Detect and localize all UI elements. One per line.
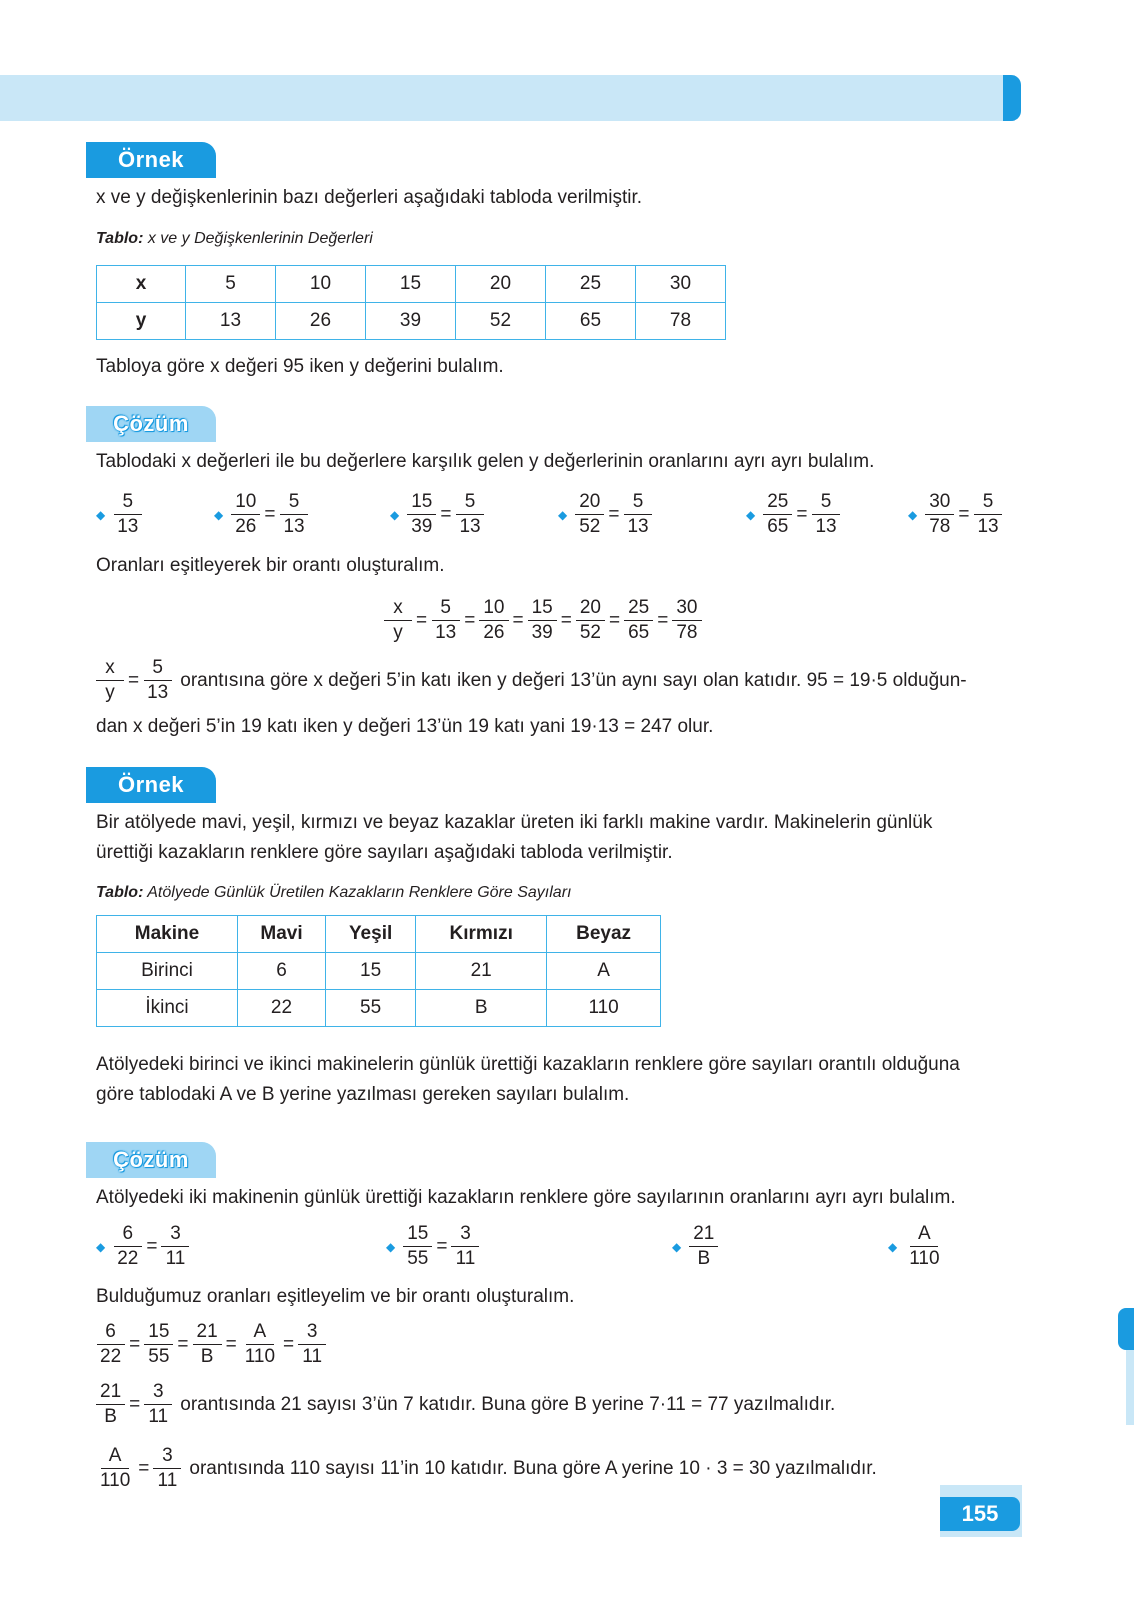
numerator: x [384,596,412,621]
denominator: 65 [628,622,650,643]
fraction [384,596,412,645]
denominator: B [697,1248,711,1269]
denominator: B [104,1406,117,1427]
equals-sign: = [177,1333,189,1355]
table-row [97,953,661,990]
equals-sign: = [436,1235,448,1257]
table-cell: 5 [186,266,276,303]
diamond-bullet-icon: ◆ [908,507,918,522]
fraction [455,490,484,539]
ratio-list [96,1222,1011,1274]
solution-badge: Çözüm [86,406,216,442]
table-cell: 25 [546,266,636,303]
table-cell: 21 [416,953,547,990]
header-band [0,75,1015,121]
solution-intro: Atölyedeki iki makinenin günlük ürettiği kazakların renklere göre sayılarının oranlarını ayrı ayrı bulalım. [96,1187,956,1208]
denominator: 22 [100,1346,122,1367]
fraction [925,490,954,539]
numerator: 15 [403,1222,432,1247]
page-number: 155 [940,1497,1020,1531]
fraction [528,596,557,645]
diamond-bullet-icon: ◆ [888,1239,898,1254]
numerator: A [910,1222,938,1247]
fraction [96,1380,125,1429]
denominator: 78 [676,622,698,643]
table-header: Yeşil [326,916,416,953]
equals-sign: = [440,503,452,525]
table-cell: B [416,990,547,1027]
denominator: 13 [147,682,169,703]
example-intro: Bir atölyede mavi, yeşil, kırmızı ve beyaz kazaklar üreten iki farklı makine vardır. Makinelerin günlük [96,812,933,833]
numerator: 5 [280,490,308,515]
caption-label: Tablo: [96,884,144,901]
fraction [623,490,652,539]
numerator: 5 [144,656,172,681]
equals-sign: = [609,609,621,631]
proportion-chain [384,596,702,645]
numerator: 3 [451,1222,479,1247]
fraction [144,1380,172,1429]
equals-sign: = [225,1333,237,1355]
table-header: Mavi [238,916,326,953]
ratio-item [96,1222,189,1271]
denominator: 39 [411,516,433,537]
fraction [672,596,701,645]
fraction [96,1320,125,1369]
fraction [113,490,142,539]
table-cell: 15 [366,266,456,303]
numerator: 30 [925,490,954,515]
example-question: Tabloya göre x değeri 95 iken y değerini bulalım. [96,356,504,377]
denominator: 52 [579,516,601,537]
table-cell: 26 [276,303,366,340]
table-cell: 110 [547,990,661,1027]
example-intro-cont: ürettiği kazakların renklere göre sayıları aşağıdaki tabloda verilmiştir. [96,842,673,863]
ratio-item [214,490,309,539]
equals-sign: = [958,503,970,525]
denominator: 11 [157,1470,178,1491]
fraction [763,490,792,539]
equals-sign: = [138,1457,150,1479]
equals-sign: = [129,1333,141,1355]
numerator: A [101,1444,129,1469]
numerator: 21 [96,1380,125,1405]
denominator: 39 [531,622,553,643]
numerator: 6 [97,1320,125,1345]
numerator: 3 [161,1222,189,1247]
table-cell: 39 [366,303,456,340]
denominator: B [200,1346,214,1367]
side-tab [1118,1308,1134,1350]
numerator: 5 [114,490,142,515]
a-solution-text: orantısında 110 sayısı 11’in 10 katıdır. Buna göre A yerine 10 · 3 = 30 yazılmalıdır. [189,1457,877,1479]
denominator: 110 [909,1248,940,1269]
denominator: 13 [459,516,481,537]
fraction [241,1320,279,1369]
fraction [144,1320,173,1369]
denominator: 13 [977,516,999,537]
numerator: 20 [576,596,605,621]
table-cell: 15 [326,953,416,990]
denominator: 26 [235,516,257,537]
numerator: 5 [974,490,1002,515]
explanation-text: orantısına göre x değeri 5’in katı iken y değeri 13’ün aynı sayı olan katıdır. 95 = 19·5 olduğun- [180,669,967,691]
fraction [193,1320,222,1369]
numerator: 21 [193,1320,222,1345]
denominator: 22 [117,1248,139,1269]
denominator: 110 [100,1470,131,1491]
solution-line: Oranları eşitleyerek bir orantı oluşturalım. [96,555,445,576]
denominator: y [105,682,115,703]
denominator: 13 [627,516,649,537]
table-caption [96,884,571,902]
diamond-bullet-icon: ◆ [214,507,224,522]
denominator: 55 [407,1248,429,1269]
table-cell: 6 [238,953,326,990]
example-question: Atölyedeki birinci ve ikinci makinelerin günlük ürettiği kazakların renklere göre sayıları orantılı olduğuna [96,1054,960,1075]
equals-sign: = [464,609,476,631]
fraction [811,490,840,539]
equals-sign: = [657,609,669,631]
equals-sign: = [512,609,524,631]
table-row [97,266,726,303]
equals-sign: = [128,669,140,691]
fraction [153,1444,181,1493]
ratio-item [558,490,653,539]
ratio-item [746,490,841,539]
proportion-chain [96,1320,326,1369]
ratio-item [672,1222,718,1271]
table-cell: 20 [456,266,546,303]
denominator: 13 [283,516,305,537]
denominator: 11 [165,1248,186,1269]
table-cell: 13 [186,303,276,340]
b-solution-line [96,1380,835,1429]
example-question-cont: göre tablodaki A ve B yerine yazılması gereken sayıları bulalım. [96,1084,630,1105]
table-header: Kırmızı [416,916,547,953]
a-solution-line [96,1444,877,1493]
fraction [96,656,124,705]
diamond-bullet-icon: ◆ [96,507,106,522]
example-badge: Örnek [86,142,216,178]
caption-text: x ve y Değişkenlerinin Değerleri [143,230,373,247]
denominator: 11 [148,1406,169,1427]
fraction [973,490,1002,539]
equals-sign: = [129,1393,141,1415]
solution-line: Bulduğumuz oranları eşitleyelim ve bir orantı oluşturalım. [96,1286,575,1307]
numerator: 25 [763,490,792,515]
denominator: 55 [148,1346,170,1367]
equals-sign: = [560,609,572,631]
ratio-item [386,1222,479,1271]
numerator: 5 [456,490,484,515]
fraction [431,596,460,645]
numerator: 21 [689,1222,718,1247]
equals-sign: = [264,503,276,525]
denominator: 13 [435,622,457,643]
diamond-bullet-icon: ◆ [746,507,756,522]
ratio-item [96,490,142,539]
numerator: 20 [575,490,604,515]
denominator: y [393,622,403,643]
xy-table [96,265,726,340]
diamond-bullet-icon: ◆ [96,1239,106,1254]
side-tab-shade [1126,1350,1134,1425]
fraction [624,596,653,645]
sweater-table [96,915,661,1027]
fraction [279,490,308,539]
fraction [143,656,172,705]
equals-sign: = [283,1333,295,1355]
denominator: 65 [767,516,789,537]
table-cell: 52 [456,303,546,340]
table-cell: 78 [636,303,726,340]
fraction [905,1222,943,1271]
table-cell: 65 [546,303,636,340]
denominator: 52 [579,622,601,643]
fraction [451,1222,479,1271]
table-cell: y [97,303,186,340]
diamond-bullet-icon: ◆ [672,1239,682,1254]
table-header-row [97,916,661,953]
numerator: x [96,656,124,681]
ratio-item [908,490,1003,539]
numerator: 6 [114,1222,142,1247]
numerator: 5 [432,596,460,621]
numerator: 3 [144,1380,172,1405]
explanation-line [96,656,1016,705]
diamond-bullet-icon: ◆ [386,1239,396,1254]
fraction [96,1444,134,1493]
table-caption [96,230,373,248]
numerator: 10 [479,596,508,621]
table-header: Makine [97,916,238,953]
numerator: A [246,1320,274,1345]
fraction [298,1320,326,1369]
table-cell: 55 [326,990,416,1027]
equals-sign: = [146,1235,158,1257]
table-cell: 22 [238,990,326,1027]
ratio-item [390,490,485,539]
fraction [113,1222,142,1271]
fraction [575,490,604,539]
fraction [689,1222,718,1271]
numerator: 5 [624,490,652,515]
table-cell: 30 [636,266,726,303]
numerator: 30 [672,596,701,621]
table-cell: A [547,953,661,990]
table-cell: İkinci [97,990,238,1027]
fraction [231,490,260,539]
denominator: 26 [483,622,505,643]
numerator: 15 [144,1320,173,1345]
numerator: 15 [407,490,436,515]
numerator: 3 [298,1320,326,1345]
diamond-bullet-icon: ◆ [558,507,568,522]
fraction [479,596,508,645]
solution-intro: Tablodaki x değerleri ile bu değerlere karşılık gelen y değerlerinin oranlarını ayrı ayrı bulalım. [96,451,875,472]
header-band-cap [1003,75,1021,121]
equals-sign: = [416,609,428,631]
ratio-item [888,1222,944,1271]
table-row [97,990,661,1027]
caption-text: Atölyede Günlük Üretilen Kazakların Renklere Göre Sayıları [143,884,572,901]
table-cell: Birinci [97,953,238,990]
ratio-list [96,490,1011,542]
numerator: 25 [624,596,653,621]
equals-sign: = [796,503,808,525]
denominator: 13 [815,516,837,537]
b-solution-text: orantısında 21 sayısı 3’ün 7 katıdır. Buna göre B yerine 7·11 = 77 yazılmalıdır. [180,1393,836,1415]
denominator: 11 [302,1346,323,1367]
solution-badge: Çözüm [86,1142,216,1178]
numerator: 10 [231,490,260,515]
explanation-text-cont: dan x değeri 5’in 19 katı iken y değeri 13’ün 19 katı yani 19·13 = 247 olur. [96,716,714,737]
numerator: 5 [812,490,840,515]
example-intro: x ve y değişkenlerinin bazı değerleri aşağıdaki tabloda verilmiştir. [96,187,642,208]
example-badge: Örnek [86,767,216,803]
table-row [97,303,726,340]
table-cell: 10 [276,266,366,303]
denominator: 13 [117,516,139,537]
fraction [576,596,605,645]
fraction [161,1222,189,1271]
table-cell: x [97,266,186,303]
equals-sign: = [608,503,620,525]
denominator: 78 [929,516,951,537]
table-header: Beyaz [547,916,661,953]
fraction [407,490,436,539]
fraction [403,1222,432,1271]
denominator: 11 [455,1248,476,1269]
caption-label: Tablo: [96,230,144,247]
denominator: 110 [244,1346,276,1367]
numerator: 3 [153,1444,181,1469]
numerator: 15 [528,596,557,621]
diamond-bullet-icon: ◆ [390,507,400,522]
